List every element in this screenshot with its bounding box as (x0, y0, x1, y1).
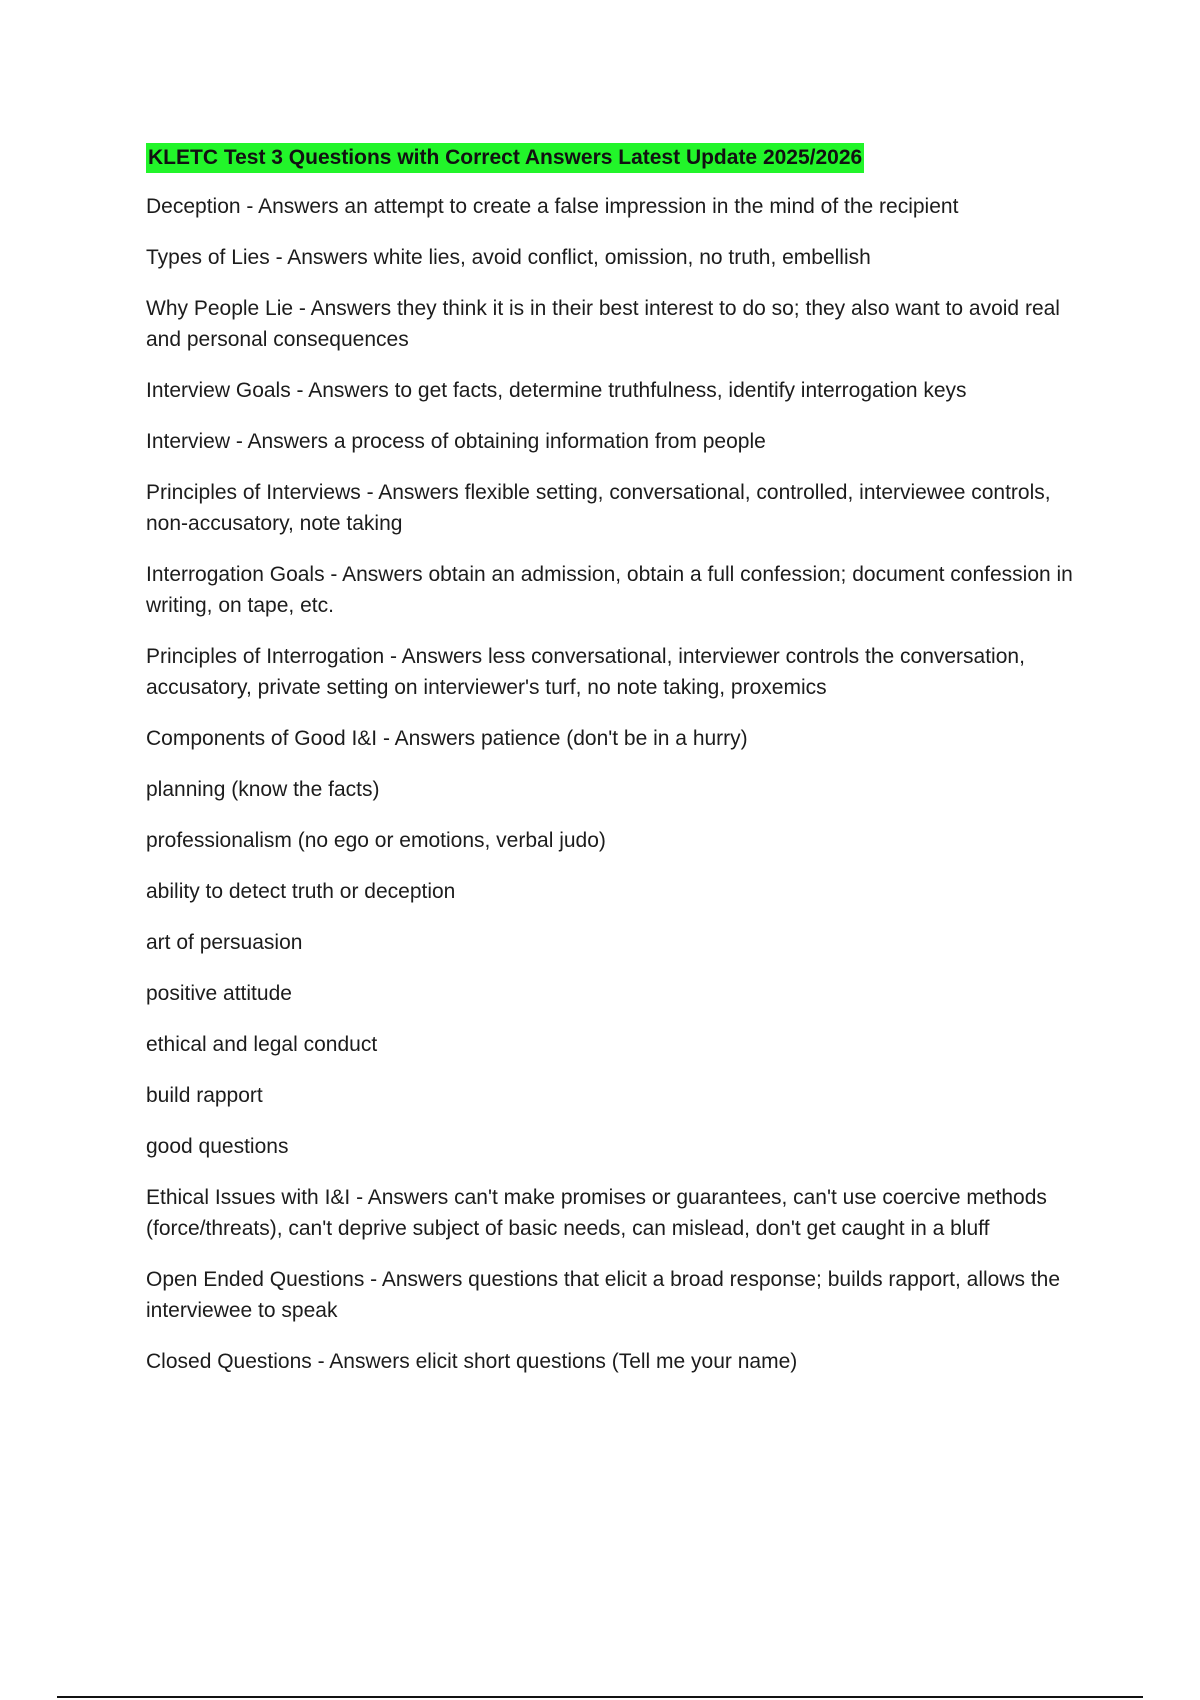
entry-art-of-persuasion: art of persuasion (146, 931, 303, 954)
entry-closed-questions: Closed Questions - Answers elicit short questions (Tell me your name) (146, 1350, 798, 1373)
entry-deception: Deception - Answers an attempt to create a false impression in the mind of the recipient (146, 195, 959, 218)
entry-ethical-legal-conduct: ethical and legal conduct (146, 1033, 378, 1056)
entry-ethical-issues: Ethical Issues with I&I - Answers can't make promises or guarantees, can't use coercive methods (force/threats), can't deprive subject of basic needs, can mislead, don't get caught in a bluff (146, 1186, 1047, 1240)
entry-interview-goals: Interview Goals - Answers to get facts, determine truthfulness, identify interrogation keys (146, 379, 967, 402)
entry-build-rapport: build rapport (146, 1084, 263, 1107)
entry-interview: Interview - Answers a process of obtaining information from people (146, 430, 766, 453)
entry-components-of-good-ii: Components of Good I&I - Answers patience (don't be in a hurry) (146, 727, 748, 750)
entry-planning: planning (know the facts) (146, 778, 380, 801)
page-bottom-divider (57, 1696, 1143, 1698)
entry-professionalism: professionalism (no ego or emotions, verbal judo) (146, 829, 606, 852)
entry-principles-of-interrogation: Principles of Interrogation - Answers less conversational, interviewer controls the conversation, accusatory, private setting on interviewer's turf, no note taking, proxemics (146, 645, 1025, 699)
entry-detect-truth: ability to detect truth or deception (146, 880, 456, 903)
entry-good-questions: good questions (146, 1135, 289, 1158)
document-content (146, 143, 1086, 1397)
entry-open-ended-questions: Open Ended Questions - Answers questions that elicit a broad response; builds rapport, allows the interviewee to speak (146, 1268, 1061, 1322)
entry-types-of-lies: Types of Lies - Answers white lies, avoid conflict, omission, no truth, embellish (146, 246, 871, 269)
entry-why-people-lie: Why People Lie - Answers they think it is in their best interest to do so; they also want to avoid real and personal consequences (146, 297, 1060, 351)
document-title: KLETC Test 3 Questions with Correct Answers Latest Update 2025/2026 (146, 143, 864, 173)
entry-interrogation-goals: Interrogation Goals - Answers obtain an admission, obtain a full confession; document confession in writing, on tape, etc. (146, 563, 1073, 617)
entry-positive-attitude: positive attitude (146, 982, 292, 1005)
entry-principles-of-interviews: Principles of Interviews - Answers flexible setting, conversational, controlled, interviewee controls, non-accusatory, note taking (146, 481, 1051, 535)
